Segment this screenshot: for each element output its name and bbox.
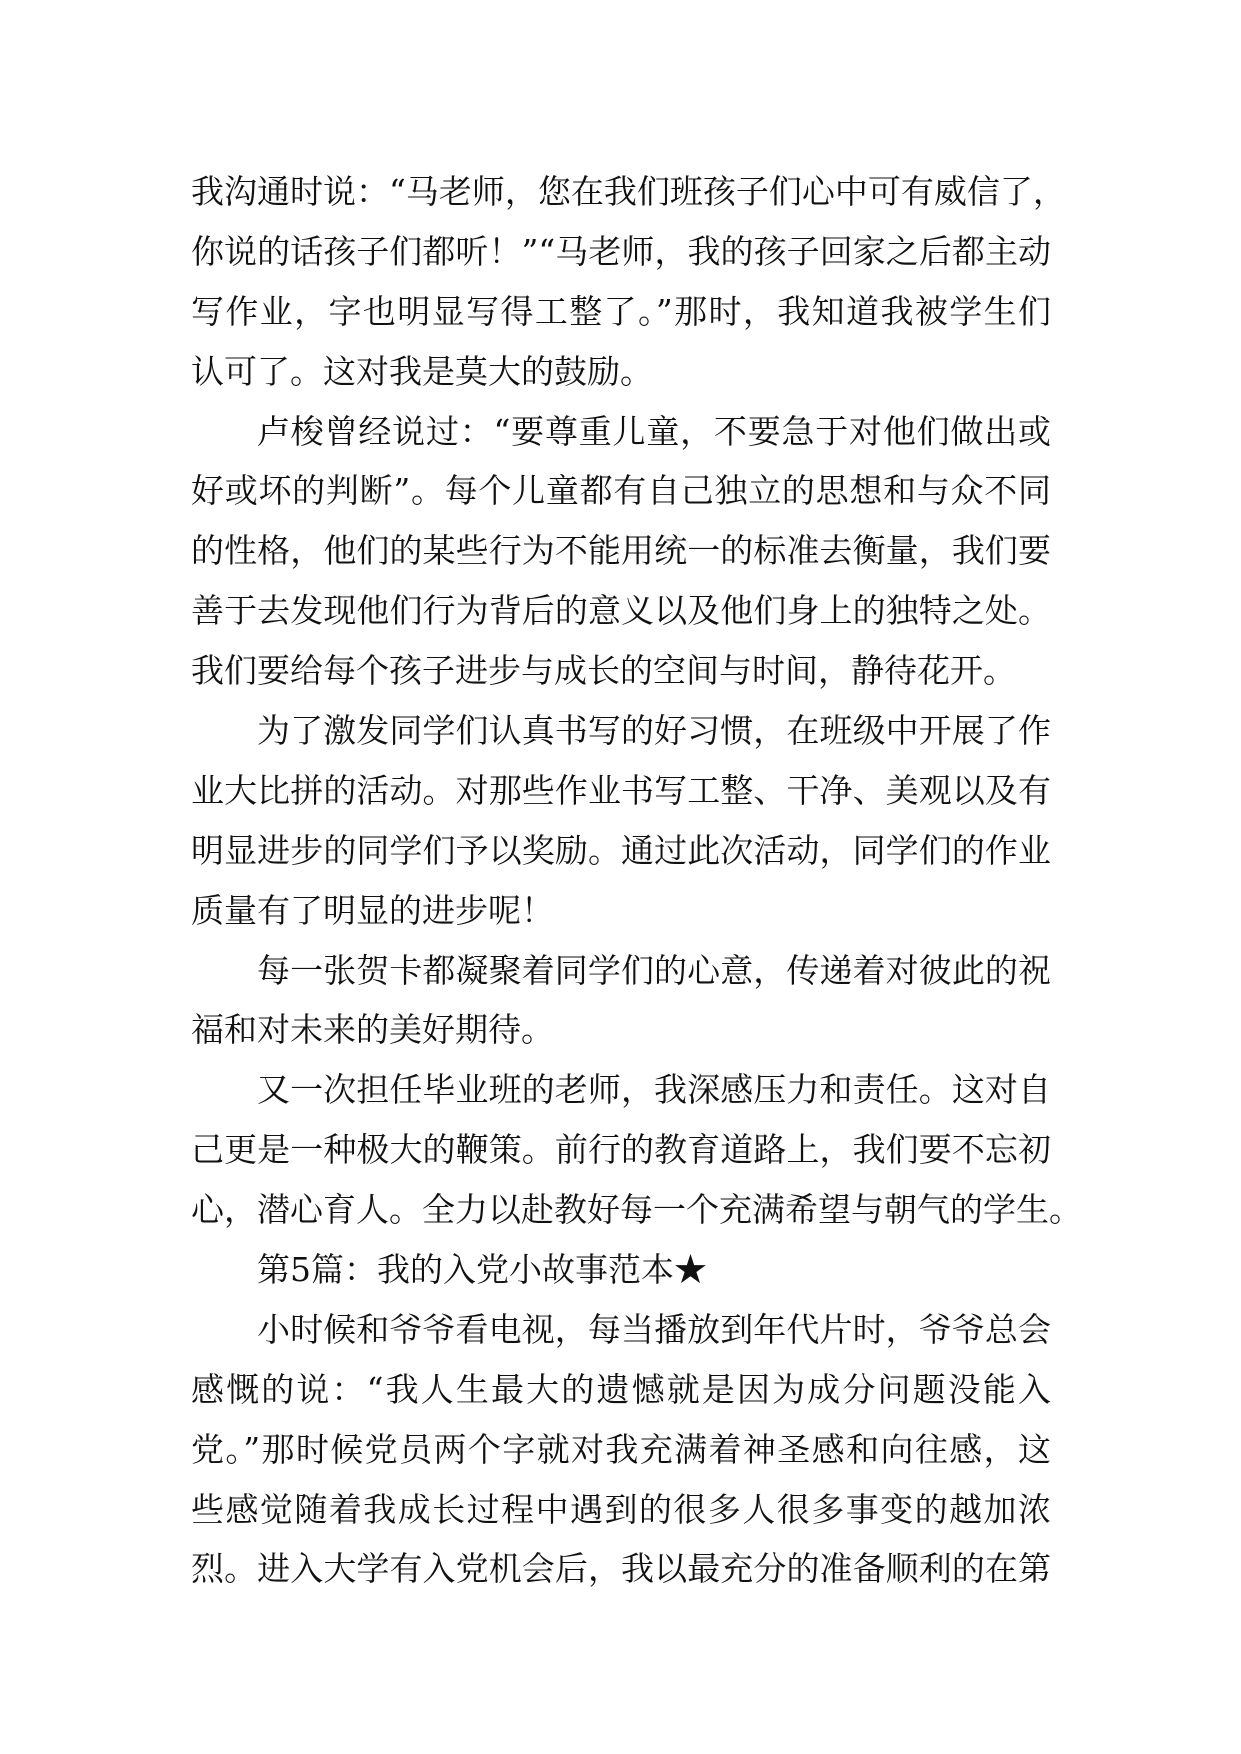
text-line: 善于去发现他们行为背后的意义以及他们身上的独特之处。 [191,591,1051,631]
text-line: 认可了。这对我是莫大的鼓励。 [191,351,653,391]
text-line: 心，潜心育人。全力以赴教好每一个充满希望与朝气的学生。 [191,1190,1082,1230]
text-line: 明显进步的同学们予以奖励。通过此次活动，同学们的作业 [191,830,1051,870]
text-line: 感慨的说：“我人生最大的遗憾就是因为成分问题没能入 [191,1369,1051,1409]
text-line: 的性格，他们的某些行为不能用统一的标准去衡量，我们要 [191,531,1051,571]
text-line: 每一张贺卡都凝聚着同学们的心意，传递着对彼此的祝 [257,950,1051,990]
text-line: 烈。进入大学有入党机会后，我以最充分的准备顺利的在第 [191,1549,1051,1589]
text-line: 福和对未来的美好期待。 [191,1010,554,1050]
text-line: 你说的话孩子们都听！”“马老师，我的孩子回家之后都主动 [191,231,1051,271]
text-line: 我沟通时说：“马老师，您在我们班孩子们心中可有威信了， [191,172,1066,211]
section-heading: 第5篇：我的入党小故事范本★ [257,1250,707,1290]
text-line: 些感觉随着我成长过程中遇到的很多人很多事变的越加浓 [191,1489,1051,1529]
text-line: 写作业，字也明显写得工整了。”那时，我知道我被学生们 [191,291,1051,331]
text-line: 党。”那时候党员两个字就对我充满着神圣感和向往感，这 [191,1429,1051,1469]
text-line: 小时候和爷爷看电视，每当播放到年代片时，爷爷总会 [257,1309,1051,1349]
text-line: 我们要给每个孩子进步与成长的空间与时间，静待花开。 [191,651,1016,691]
text-line: 己更是一种极大的鞭策。前行的教育道路上，我们要不忘初 [191,1130,1051,1170]
text-line: 好或坏的判断”。每个儿童都有自己独立的思想和与众不同 [191,471,1051,511]
text-line: 为了激发同学们认真书写的好习惯，在班级中开展了作 [257,711,1051,751]
text-line: 质量有了明显的进步呢！ [191,890,554,930]
text-line: 业大比拼的活动。对那些作业书写工整、干净、美观以及有 [191,770,1051,810]
document-body [191,162,1082,1599]
text-line: 卢梭曾经说过：“要尊重儿童，不要急于对他们做出或 [257,411,1051,451]
text-line: 又一次担任毕业班的老师，我深感压力和责任。这对自 [257,1070,1051,1110]
